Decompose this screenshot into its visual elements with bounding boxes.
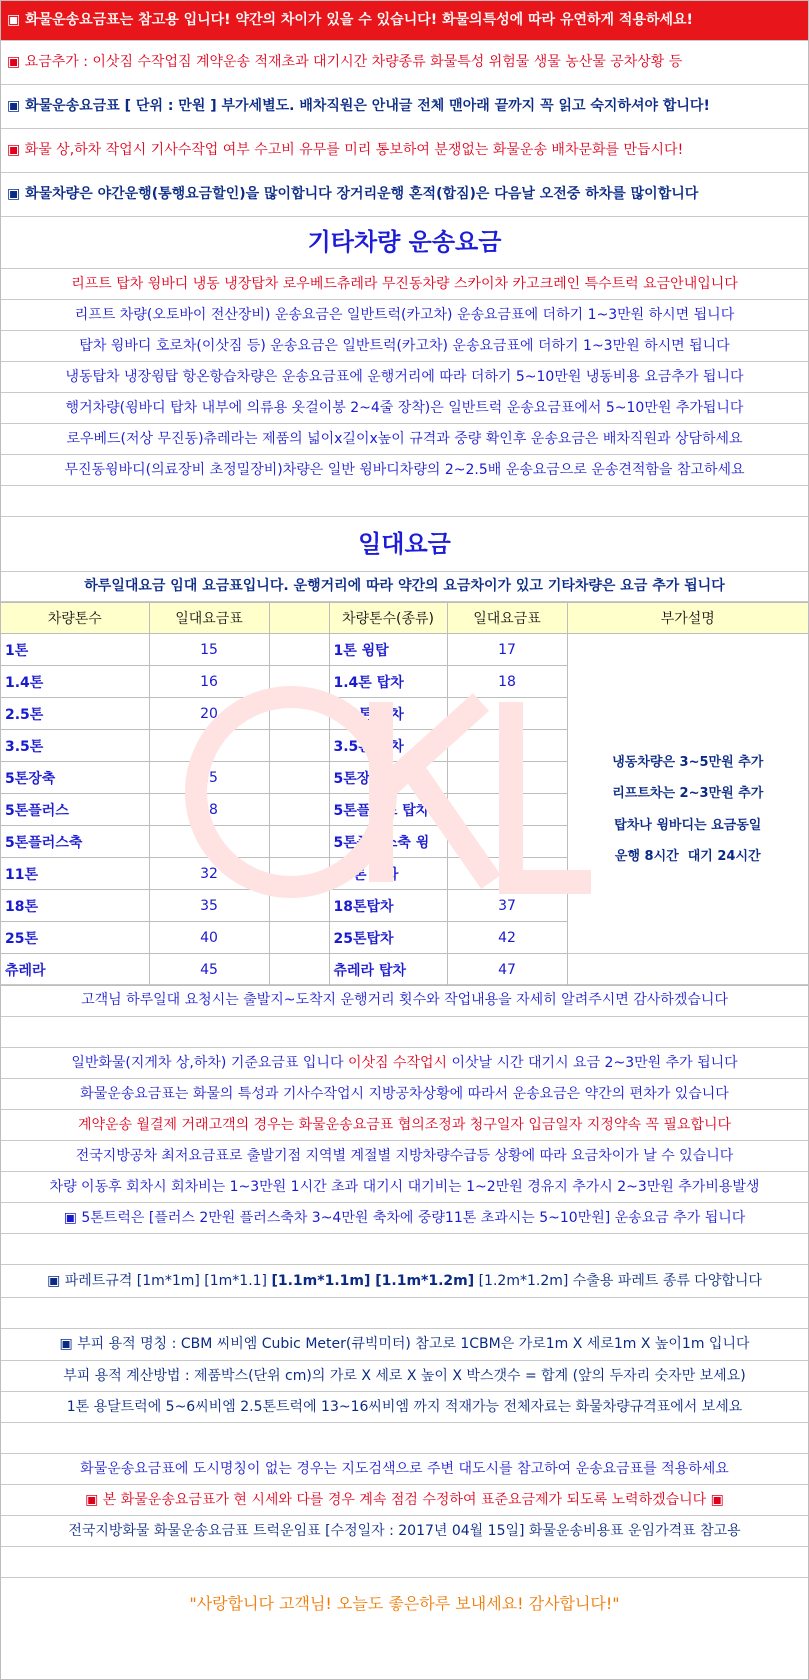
other-vehicles-title <box>1 217 808 269</box>
empty-cell <box>269 666 329 698</box>
daily-rate-cell: 30 <box>149 826 269 858</box>
notice-row <box>1 41 808 85</box>
daily-rate-cell: 37 <box>447 890 567 922</box>
daily-rate-table <box>1 602 808 979</box>
vehicle-ton-cell: 1.4톤 <box>1 666 149 698</box>
info-text: 냉동탑차 냉장윙탑 항온항습차량은 운송요금표에 운행거리에 따라 더하기 5~10만원 냉동비용 요금추가 됩니다 <box>65 368 744 385</box>
vehicle-type-cell: 5톤플러스축 윙 <box>329 826 447 858</box>
spacer-row <box>1 1298 808 1329</box>
empty-cell <box>269 794 329 826</box>
vehicle-ton-cell: 츄레라 <box>1 954 149 986</box>
empty-cell <box>269 890 329 922</box>
spacer-row <box>1 1547 808 1578</box>
thanks-line <box>1 1578 808 1630</box>
daily-rate-cell: 15 <box>149 634 269 666</box>
info-text: ▣ 본 화물운송요금표가 현 시세와 다를 경우 계속 점검 수정하여 표준요금제가 되도록 노력하겠습니다 ▣ <box>85 1491 724 1508</box>
notes-cell <box>567 634 808 986</box>
notice-row <box>1 85 808 129</box>
info-line <box>1 393 808 424</box>
notice-text: ▣ 화물차량은 야간운행(통행요금할인)을 많이합니다 장거리운행 혼적(합짐)은 다음날 오전중 하차를 많이합니다 <box>7 186 699 203</box>
info-line <box>1 1079 808 1110</box>
volume-line <box>1 1361 808 1392</box>
note-line: 탑차나 윙바디는 요금동일 <box>614 817 762 833</box>
info-line <box>1 1048 808 1079</box>
intro-text: 리프트 탑차 윙바디 냉동 냉장탑차 로우베드츄레라 무진동차량 스카이차 카고크레인 특수트럭 요금안내입니다 <box>71 275 738 292</box>
notice-text: ▣ 요금추가 : 이삿짐 수작업짐 계약운송 적재초과 대기시간 차량종류 화물특성 위험물 생물 농산물 공차상황 등 <box>7 54 683 71</box>
daily-rate-cell: 32 <box>149 858 269 890</box>
other-vehicles-intro <box>1 269 808 300</box>
spacer-row <box>1 1423 808 1454</box>
info-text: 무진동윙바디(의료장비 초정밀장비)차량은 일반 윙바디차량의 2~2.5배 운송요금으로 운송견적함을 참고하세요 <box>64 461 745 478</box>
note-line: 운행 8시간 대기 24시간 <box>614 848 761 864</box>
info-line <box>1 1110 808 1141</box>
vehicle-type-cell: 2.5톤 탑차 <box>329 698 447 730</box>
empty-cell <box>269 922 329 954</box>
daily-rate-cell: 45 <box>149 954 269 986</box>
daily-rate-cell: 17 <box>447 634 567 666</box>
daily-title <box>1 517 808 572</box>
vehicle-type-cell: 18톤탑차 <box>329 890 447 922</box>
info-line <box>1 362 808 393</box>
empty-cell <box>269 954 329 986</box>
header-cell: 차량톤수 <box>1 603 149 634</box>
table-body <box>1 634 808 986</box>
vehicle-ton-cell: 1톤 <box>1 634 149 666</box>
daily-subtitle <box>1 572 808 602</box>
spacer-row <box>1 1234 808 1265</box>
vehicle-type-cell: 3.5톤 탑차 <box>329 730 447 762</box>
highlight-text: [1.1m*1.1m] [1.1m*1.2m] <box>271 1272 475 1289</box>
empty-cell <box>269 730 329 762</box>
daily-rate-cell: 34 <box>447 858 567 890</box>
vehicle-type-cell: 1톤 윙탑 <box>329 634 447 666</box>
daily-rate-cell: 42 <box>447 922 567 954</box>
note-line: 리프트차는 2~3만원 추가 <box>612 786 764 802</box>
header-cell: 일대요금표 <box>149 603 269 634</box>
daily-rate-cell: 30 <box>447 794 567 826</box>
daily-rate-cell: 28 <box>149 794 269 826</box>
vehicle-type-cell: 5톤플러스 탑차 <box>329 794 447 826</box>
rate-table <box>1 602 808 986</box>
vehicle-ton-cell: 5톤플러스축 <box>1 826 149 858</box>
info-line <box>1 455 808 486</box>
info-line <box>1 1172 808 1203</box>
daily-rate-cell: 35 <box>149 890 269 922</box>
info-text: 부피 용적 계산방법 : 제품박스(단위 cm)의 가로 X 세로 X 높이 X 박스갯수 = 합계 (앞의 두자리 숫자만 보세요) <box>63 1367 746 1384</box>
empty-cell <box>269 858 329 890</box>
info-text: ▣ 5톤트럭은 [플러스 2만원 플러스축차 3~4만원 축차에 중량11톤 초과시는 5~10만원] 운송요금 추가 됩니다 <box>63 1209 746 1226</box>
vehicle-ton-cell: 25톤 <box>1 922 149 954</box>
info-text: 전국지방공차 최저요금표로 출발기점 지역별 계절별 지방차량수급등 상황에 따라 요금차이가 날 수 있습니다 <box>75 1147 734 1164</box>
info-text: 차량 이동후 회차시 회차비는 1~3만원 1시간 초과 대기시 대기비는 1~2만원 경유지 추가시 2~3만원 추가비용발생 <box>49 1178 760 1195</box>
vehicle-type-cell: 5톤장축 탑차 <box>329 762 447 794</box>
pallet-line <box>1 1265 808 1298</box>
vehicle-ton-cell: 2.5톤 <box>1 698 149 730</box>
volume-line <box>1 1329 808 1361</box>
footer-line <box>1 1485 808 1516</box>
info-text: 일반화물(지게차 상,하차) 기준요금표 입니다 <box>71 1054 348 1071</box>
info-line <box>1 424 808 455</box>
notice-row <box>1 129 808 173</box>
daily-rate-cell: 16 <box>149 666 269 698</box>
empty-cell <box>269 634 329 666</box>
daily-rate-cell: 40 <box>149 922 269 954</box>
footer-line <box>1 1454 808 1485</box>
spacer-row <box>1 1017 808 1048</box>
header-cell <box>269 603 329 634</box>
section-title: 기타차량 운송요금 <box>307 228 502 257</box>
vehicle-type-cell: 11톤 탑차 <box>329 858 447 890</box>
empty-cell <box>269 762 329 794</box>
daily-rate-cell: 18 <box>447 666 567 698</box>
info-line <box>1 331 808 362</box>
daily-rate-cell: 25 <box>149 762 269 794</box>
daily-rate-cell: 22 <box>447 698 567 730</box>
daily-rate-cell: 24 <box>447 730 567 762</box>
vehicle-ton-cell: 11톤 <box>1 858 149 890</box>
info-text: 계약운송 월결제 거래고객의 경우는 화물운송요금표 협의조정과 청구일자 입금일자 지정약속 꼭 필요합니다 <box>77 1116 732 1133</box>
notice-text: ▣ 화물운송요금표는 참고용 입니다! 약간의 차이가 있을 수 있습니다! 화물의특성에 따라 유연하게 적용하세요! <box>7 12 693 29</box>
empty-cell <box>269 826 329 858</box>
notice-text: ▣ 화물 상,하차 작업시 기사수작업 여부 수고비 유무를 미리 통보하여 분쟁없는 화물운송 배차문화를 만듭시다! <box>7 142 684 159</box>
vehicle-ton-cell: 5톤장축 <box>1 762 149 794</box>
info-text: 화물운송요금표에 도시명칭이 없는 경우는 지도검색으로 주변 대도시를 참고하여 운송요금표를 적용하세요 <box>80 1460 729 1477</box>
header-cell: 차량톤수(종류) <box>329 603 447 634</box>
vehicle-ton-cell: 5톤플러스 <box>1 794 149 826</box>
daily-rate-cell: 22 <box>149 730 269 762</box>
spacer-row <box>1 486 808 517</box>
daily-rate-cell: 20 <box>149 698 269 730</box>
daily-rate-cell: 32 <box>447 826 567 858</box>
info-text: 전국지방화물 화물운송요금표 트럭운임표 [수정일자 : 2017년 04월 15일] 화물운송비용표 운임가격표 참고용 <box>68 1522 741 1539</box>
table-row <box>1 634 808 666</box>
section-title: 일대요금 <box>358 529 451 558</box>
vehicle-ton-cell: 3.5톤 <box>1 730 149 762</box>
notice-banner <box>1 1 808 41</box>
info-text: 1톤 용달트럭에 5~6씨비엠 2.5톤트럭에 13~16씨비엠 까지 적재가능 전체자료는 화물차량규격표에서 보세요 <box>66 1398 743 1415</box>
table-header-row <box>1 603 808 634</box>
notice-text: ▣ 화물운송요금표 [ 단위 : 만원 ] 부가세별도. 배차직원은 안내글 전체 맨아래 끝까지 꼭 읽고 숙지하셔야 합니다! <box>7 98 710 115</box>
info-text: ▣ 부피 용적 명칭 : CBM 씨비엠 Cubic Meter(큐빅미터) 참고로 1CBM은 가로1m X 세로1m X 높이1m 입니다 <box>59 1336 750 1353</box>
thanks-text: "사랑합니다 고객님! 오늘도 좋은하루 보내세요! 감사합니다!" <box>189 1594 620 1614</box>
header-cell: 부가설명 <box>567 603 808 634</box>
vehicle-type-cell: 1.4톤 탑차 <box>329 666 447 698</box>
highlight-text: 이삿짐 수작업시 <box>347 1054 448 1071</box>
info-text: 행거차량(윙바디 탑차 내부에 의류용 옷걸이봉 2~4줄 장착)은 일반트럭 운송요금표에서 5~10만원 추가됩니다 <box>65 399 744 416</box>
info-line <box>1 1141 808 1172</box>
daily-rate-cell: 27 <box>447 762 567 794</box>
daily-rate-cell: 47 <box>447 954 567 986</box>
info-line <box>1 300 808 331</box>
info-text: ▣ 파레트규격 [1m*1m] [1m*1.1] <box>47 1272 272 1289</box>
note-line: 냉동차량은 3~5만원 추가 <box>612 755 764 771</box>
info-text: 리프트 차량(오토바이 전산장비) 운송요금은 일반트럭(카고차) 운송요금표에 더하기 1~3만원 하시면 됩니다 <box>74 306 735 323</box>
empty-cell <box>269 698 329 730</box>
header-cell: 일대요금표 <box>447 603 567 634</box>
info-line <box>1 1203 808 1234</box>
customer-line <box>1 985 808 1017</box>
info-text: 화물운송요금표는 화물의 특성과 기사수작업시 지방공차상황에 따라서 운송요금은 약간의 편차가 있습니다 <box>80 1085 729 1102</box>
notice-row <box>1 173 808 217</box>
footer-line <box>1 1516 808 1547</box>
volume-line <box>1 1392 808 1423</box>
subtitle-text: 하루일대요금 임대 요금표입니다. 운행거리에 따라 약간의 요금차이가 있고 기타차량은 요금 추가 됩니다 <box>84 578 725 595</box>
info-text: 로우베드(저상 무진동)츄레라는 제품의 넓이x길이x높이 규격과 중량 확인후 운송요금은 배차직원과 상담하세요 <box>66 430 743 447</box>
info-text: 고객님 하루일대 요청시는 출발지~도착지 운행거리 횟수와 작업내용을 자세히 알려주시면 감사하겠습니다 <box>81 992 728 1009</box>
vehicle-type-cell: 츄레라 탑차 <box>329 954 447 986</box>
vehicle-ton-cell: 18톤 <box>1 890 149 922</box>
info-text: 이삿날 시간 대기시 요금 2~3만원 추가 됩니다 <box>447 1054 738 1071</box>
info-text: [1.2m*1.2m] 수출용 파레트 종류 다양합니다 <box>474 1272 762 1289</box>
vehicle-type-cell: 25톤탑차 <box>329 922 447 954</box>
info-text: 탑차 윙바디 호로차(이삿짐 등) 운송요금은 일반트럭(카고차) 운송요금표에 더하기 1~3만원 하시면 됩니다 <box>79 337 730 354</box>
